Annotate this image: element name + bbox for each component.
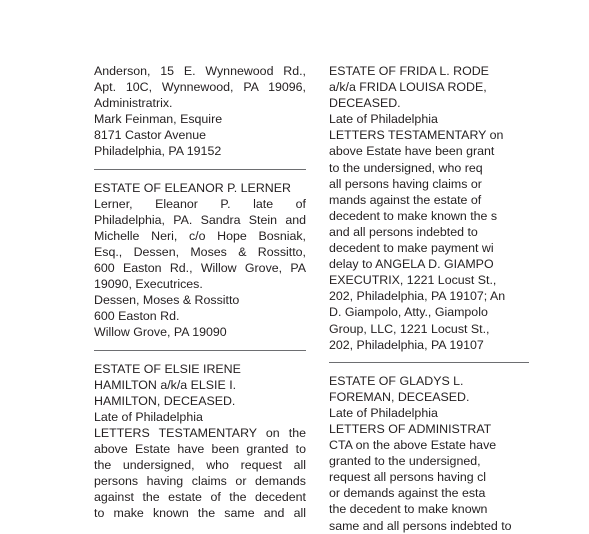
notice-line: decedent to make known the s bbox=[329, 208, 498, 223]
notice-line: to make known the same and all bbox=[94, 506, 306, 521]
notice-line: 600 Easton Rd. bbox=[94, 309, 180, 324]
notice-line: Late of Philadelphia bbox=[329, 112, 438, 127]
notice-line: or demands against the esta bbox=[329, 486, 486, 501]
notice-line: 202, Philadelphia, PA 19107 bbox=[329, 337, 484, 352]
notice-line: Apt. 10C, Wynnewood, PA 19096, bbox=[94, 80, 306, 95]
notice-line: 600 Easton Rd., Willow Grove, PA bbox=[94, 261, 306, 276]
notice-line: Late of Philadelphia bbox=[329, 405, 438, 420]
notice-line: LETTERS TESTAMENTARY on bbox=[329, 128, 504, 143]
left-column bbox=[94, 63, 306, 521]
notice-heading: ESTATE OF ELEANOR P. LERNER bbox=[94, 180, 291, 195]
notice-line: same and all persons indebted to bbox=[329, 518, 512, 533]
notice-line: decedent to make payment wi bbox=[329, 241, 494, 256]
notice-heading: a/k/a FRIDA LOUISA RODE, bbox=[329, 80, 487, 95]
right-column bbox=[329, 63, 589, 534]
notice-line: the decedent to make known bbox=[329, 502, 488, 517]
notice-heading: ESTATE OF ELSIE IRENE bbox=[94, 361, 241, 376]
notice-line: above Estate have been granted to bbox=[94, 441, 306, 456]
notice-line: 19090, Executrices. bbox=[94, 277, 203, 292]
notice-line: against the estate of the decedent bbox=[94, 490, 306, 505]
notice-line: persons having claims or demands bbox=[94, 474, 306, 489]
notice-heading: HAMILTON a/k/a ELSIE I. bbox=[94, 377, 237, 392]
notice-line: LETTERS OF ADMINISTRAT bbox=[329, 421, 492, 436]
notice-line: Philadelphia, PA. Sandra Stein and bbox=[94, 212, 306, 227]
notice-line: Group, LLC, 1221 Locust St., bbox=[329, 321, 490, 336]
notice-line: and all persons indebted to bbox=[329, 224, 478, 239]
notice-line: Esq., Dessen, Moses & Rossitto, bbox=[94, 244, 306, 259]
notice-heading: ESTATE OF GLADYS L. bbox=[329, 373, 464, 388]
notice-line: above Estate have been grant bbox=[329, 144, 495, 159]
notice-line: 8171 Castor Avenue bbox=[94, 128, 207, 143]
notice-anderson bbox=[94, 63, 306, 160]
notice-line: the undersigned, who request all bbox=[94, 458, 306, 473]
notice-divider bbox=[329, 362, 529, 363]
notice-line: Philadelphia, PA 19152 bbox=[94, 144, 222, 159]
notice-line: all persons having claims or bbox=[329, 176, 482, 191]
notice-line: Willow Grove, PA 19090 bbox=[94, 325, 227, 340]
notice-line: EXECUTRIX, 1221 Locust St., bbox=[329, 273, 497, 288]
notice-divider bbox=[94, 350, 306, 351]
notice-line: delay to ANGELA D. GIAMPO bbox=[329, 257, 494, 272]
notice-heading: DECEASED. bbox=[329, 96, 401, 111]
notice-line: Lerner, Eleanor P. late of bbox=[94, 196, 306, 211]
notice-heading: HAMILTON, DECEASED. bbox=[94, 393, 236, 408]
notice-heading: FOREMAN, DECEASED. bbox=[329, 389, 470, 404]
notice-line: granted to the undersigned, bbox=[329, 454, 481, 469]
notice-line: Administratrix. bbox=[94, 96, 173, 111]
notice-gladys-foreman bbox=[329, 373, 589, 534]
notice-frida-rode bbox=[329, 63, 589, 353]
notice-line: Mark Feinman, Esquire bbox=[94, 112, 223, 127]
notice-line: Anderson, 15 E. Wynnewood Rd., bbox=[94, 64, 306, 78]
notice-line: 202, Philadelphia, PA 19107; An bbox=[329, 289, 506, 304]
notice-line: to the undersigned, who req bbox=[329, 160, 483, 175]
notice-line: request all persons having cl bbox=[329, 470, 487, 485]
notice-line: CTA on the above Estate have bbox=[329, 438, 497, 453]
notice-eleanor-lerner bbox=[94, 180, 306, 341]
notice-line: mands against the estate of bbox=[329, 192, 482, 207]
notice-divider bbox=[94, 169, 306, 170]
notice-line: Late of Philadelphia bbox=[94, 409, 203, 424]
notice-line: Dessen, Moses & Rossitto bbox=[94, 293, 240, 308]
notice-elsie-hamilton bbox=[94, 361, 306, 522]
notice-line: Michelle Neri, c/o Hope Bosniak, bbox=[94, 228, 306, 243]
notice-heading: ESTATE OF FRIDA L. RODE bbox=[329, 64, 489, 78]
notice-line: D. Giampolo, Atty., Giampolo bbox=[329, 305, 488, 320]
notice-line: LETTERS TESTAMENTARY on the bbox=[94, 425, 306, 440]
